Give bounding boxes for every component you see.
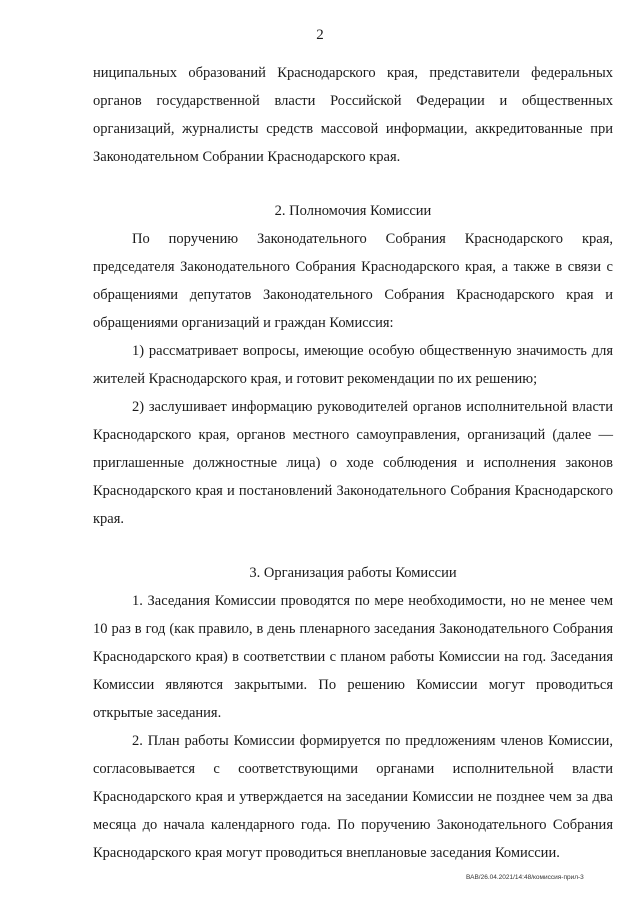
section-heading-powers: 2. Полномочия Комиссии [274, 203, 432, 219]
page-number: 2 [316, 27, 324, 43]
section3-item-1: 1. Заседания Комиссии проводятся по мере необходимости, но не менее чем 10 раз в год (как правило, в день пленарного заседания Законодательного Собрания Краснодарского края) в соответствии с планом работы Комиссии на год. Заседания Комиссии являются закрытыми. По решению Комиссии могут проводиться открытые заседания. [93, 593, 613, 721]
section-heading-organization: 3. Организация работы Комиссии [249, 565, 457, 581]
section3-item-2: 2. План работы Комиссии формируется по предложениям членов Комиссии, согласовывается с соответствующими органами исполнительной власти Краснодарского края и утверждается на заседании Комиссии не позднее чем за два месяца до начала календарного года. По поручению Законодательного Собрания Краснодарского края могут проводиться внеплановые заседания Комиссии. [93, 733, 613, 861]
section2-item-1: 1) рассматривает вопросы, имеющие особую общественную значимость для жителей Краснодарского края, и готовит рекомендации по их решению; [93, 343, 613, 387]
spacer [93, 171, 613, 197]
intro-paragraph: ниципальных образований Краснодарского края, представители федеральных органов государственной власти Российской Федерации и общественных организаций, журналисты средств массовой информации, аккредитованные при Законодательном Собрании Краснодарского края. [93, 65, 613, 165]
document-body [93, 59, 613, 867]
spacer [93, 533, 613, 559]
section2-item-2: 2) заслушивает информацию руководителей органов исполнительной власти Краснодарского края, органов местного самоуправления, организаций (далее — приглашенные должностные лица) о ходе соблюдения и исполнения законов Краснодарского края и постановлений Законодательного Собрания Краснодарского края. [93, 399, 613, 527]
document-footer-code: ВАВ/26.04.2021/14:48/комиссия-прил-3 [466, 874, 584, 881]
section2-paragraph: По поручению Законодательного Собрания Краснодарского края, председателя Законодательного Собрания Краснодарского края, а также в связи с обращениями депутатов Законодательного Собрания Краснодарского края и обращениями организаций и граждан Комиссия: [93, 231, 613, 331]
